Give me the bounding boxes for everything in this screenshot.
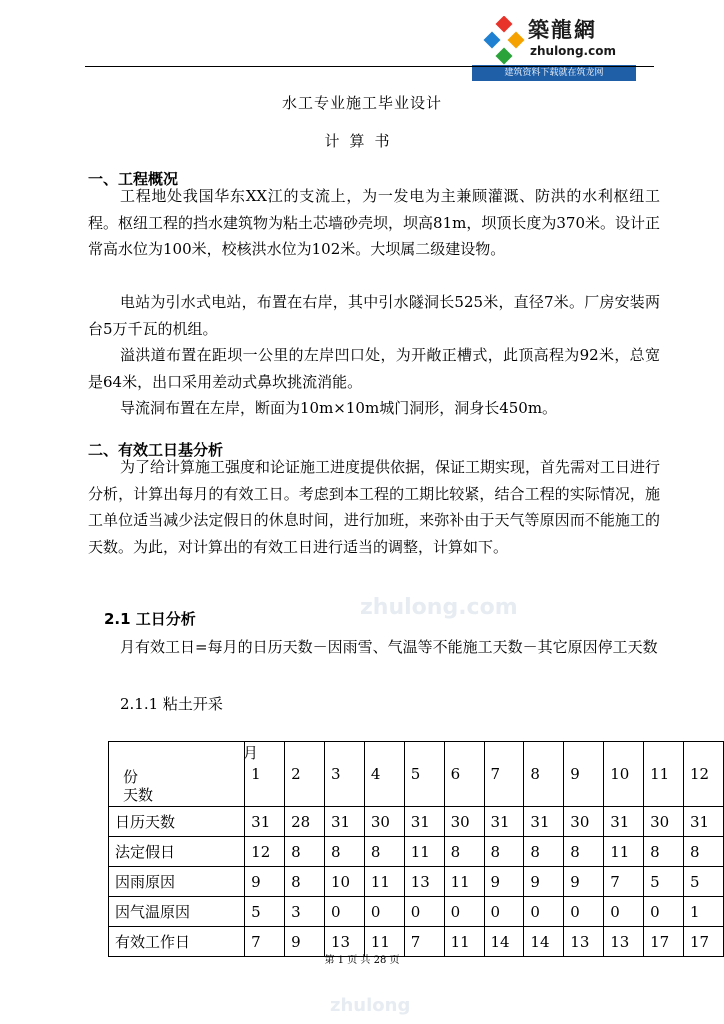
table-row [109, 837, 724, 867]
table-cell: 5 [245, 897, 285, 927]
watermark-bottom: zhulong [330, 995, 411, 1016]
table-cell: 11 [364, 927, 404, 957]
watermark-mid: zhulong.com [360, 595, 518, 620]
month-header: 11 [644, 742, 684, 807]
document-title: 水工专业施工毕业设计 [281, 94, 442, 112]
table-row [109, 897, 724, 927]
table-cell: 8 [324, 837, 364, 867]
month-header: 8 [524, 742, 564, 807]
row-label: 法定假日 [109, 837, 245, 867]
section-2-heading: 二、有效工日基分析 [88, 441, 224, 459]
table-cell: 8 [285, 867, 325, 897]
table-cell: 7 [604, 867, 644, 897]
table-cell: 14 [524, 927, 564, 957]
zhulong-logo-icon [478, 16, 530, 66]
table-cell: 0 [604, 897, 644, 927]
section-1-paragraph-1: 工程地处我国华东XX江的支流上，为一发电为主兼顾灌溉、防洪的水利枢纽工程。枢纽工程的挡水建筑物为粘土芯墙砂壳坝，坝高81m，坝顶长度为370米。设计正常高水位为100米，校核洪水位为102米。大坝属二级建设物。 [88, 187, 660, 258]
table-cell: 30 [564, 807, 604, 837]
table-cell: 8 [644, 837, 684, 867]
table-cell: 9 [564, 867, 604, 897]
corner-fen-label: 份 [123, 768, 139, 786]
logo-name: 築龍網 [528, 18, 597, 42]
table-cell: 0 [324, 897, 364, 927]
table-cell: 3 [285, 897, 325, 927]
month-header: 6 [444, 742, 484, 807]
table-cell: 31 [683, 807, 723, 837]
logo-slogan: 建筑资料下载就在筑龙网 [472, 65, 636, 81]
table-cell: 11 [604, 837, 644, 867]
table-cell: 5 [683, 867, 723, 897]
table-cell: 7 [404, 927, 444, 957]
row-label: 因雨原因 [109, 867, 245, 897]
table-cell: 31 [524, 807, 564, 837]
section-1-paragraph-4: 导流洞布置在左岸，断面为10m×10m城门洞形，洞身长450m。 [120, 399, 558, 417]
table-cell: 9 [285, 927, 325, 957]
table-cell: 30 [444, 807, 484, 837]
header-rule [85, 66, 654, 67]
table-cell: 8 [364, 837, 404, 867]
table-cell: 13 [324, 927, 364, 957]
section-1-heading: 一、工程概况 [88, 170, 179, 188]
table-cell: 17 [644, 927, 684, 957]
table-cell: 9 [245, 867, 285, 897]
table-cell: 0 [364, 897, 404, 927]
row-label: 日历天数 [109, 807, 245, 837]
table-cell: 5 [644, 867, 684, 897]
table-cell: 31 [404, 807, 444, 837]
table-corner-cell [109, 742, 259, 807]
table-cell: 14 [484, 927, 524, 957]
section-1-paragraph-3: 溢洪道布置在距坝一公里的左岸凹口处，为开敞正槽式，此顶高程为92米，总宽是64米，出口采用差动式鼻坎挑流消能。 [88, 346, 660, 391]
section-2-paragraph-1: 为了给计算施工强度和论证施工进度提供依据，保证工期实现，首先需对工日进行分析，计算出每月的有效工日。考虑到本工程的工期比较紧，结合工程的实际情况，施工单位适当减少法定假日的休息时间，进行加班，来弥补由于天气等原因而不能施工的天数。为此，对计算出的有效工日进行适当的调整，计算如下。 [88, 458, 661, 556]
table-cell: 11 [404, 837, 444, 867]
table-cell: 17 [683, 927, 723, 957]
table-cell: 8 [444, 837, 484, 867]
month-header: 4 [364, 742, 404, 807]
table-cell: 0 [404, 897, 444, 927]
month-header: 3 [324, 742, 364, 807]
table-cell: 11 [444, 927, 484, 957]
table-cell: 12 [245, 837, 285, 867]
table-cell: 31 [484, 807, 524, 837]
document-subtitle: 计算书 [324, 132, 400, 150]
table-cell: 0 [444, 897, 484, 927]
zhulong-logo [470, 12, 642, 84]
table-cell: 10 [324, 867, 364, 897]
table-cell: 31 [245, 807, 285, 837]
table-cell: 7 [245, 927, 285, 957]
row-label: 因气温原因 [109, 897, 245, 927]
table-cell: 8 [484, 837, 524, 867]
workday-table [108, 741, 724, 957]
table-cell: 8 [285, 837, 325, 867]
month-header: 12 [683, 742, 723, 807]
month-header: 9 [564, 742, 604, 807]
table-cell: 8 [683, 837, 723, 867]
section-1-paragraph-2: 电站为引水式电站，布置在右岸，其中引水隧洞长525米，直径7米。厂房安装两台5万千瓦的机组。 [88, 293, 660, 338]
table-cell: 8 [564, 837, 604, 867]
table-cell: 13 [564, 927, 604, 957]
corner-month-label: 月 [243, 744, 259, 762]
month-header: 2 [285, 742, 325, 807]
table-cell: 11 [444, 867, 484, 897]
table-row [109, 867, 724, 897]
table-cell: 30 [644, 807, 684, 837]
table-header-row [109, 742, 724, 807]
formula-paragraph: 月有效工日=每月的日历天数－因雨雪、气温等不能施工天数－其它原因停工天数 [120, 638, 658, 656]
table-cell: 1 [683, 897, 723, 927]
month-header: 10 [604, 742, 644, 807]
table-cell: 31 [324, 807, 364, 837]
month-header: 1 [245, 742, 285, 807]
corner-days-label: 天数 [123, 786, 154, 804]
table-cell: 9 [524, 867, 564, 897]
table-cell: 11 [364, 867, 404, 897]
logo-domain: zhulong.com [530, 44, 616, 58]
subsection-2-1-1: 2.1.1 粘土开采 [120, 695, 223, 713]
table-cell: 28 [285, 807, 325, 837]
table-row [109, 807, 724, 837]
table-cell: 31 [604, 807, 644, 837]
month-header: 5 [404, 742, 444, 807]
table-cell: 9 [484, 867, 524, 897]
table-cell: 13 [604, 927, 644, 957]
table-cell: 13 [404, 867, 444, 897]
table-cell: 8 [524, 837, 564, 867]
page-number: 第 1 页 共 28 页 [324, 955, 400, 966]
table-cell: 0 [564, 897, 604, 927]
table-cell: 0 [644, 897, 684, 927]
month-header: 7 [484, 742, 524, 807]
table-cell: 0 [484, 897, 524, 927]
table-cell: 30 [364, 807, 404, 837]
row-label: 有效工作日 [109, 927, 245, 957]
table-cell: 0 [524, 897, 564, 927]
section-2-1-heading: 2.1 工日分析 [104, 610, 196, 628]
